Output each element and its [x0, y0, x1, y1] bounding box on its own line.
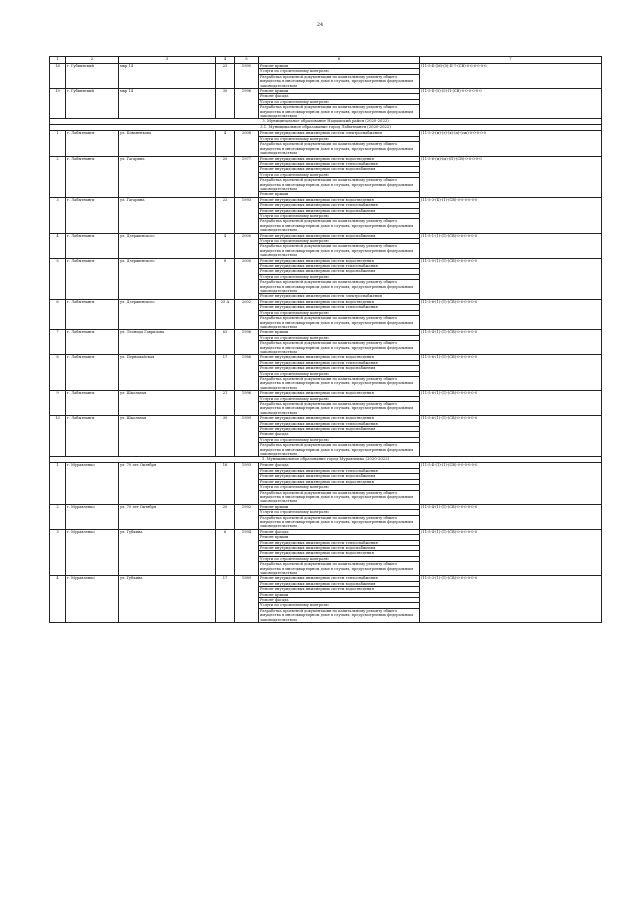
work-item: Услуги по строительному контролю: [259, 557, 419, 562]
row-number: 4: [50, 233, 66, 258]
house-number-cell: 30: [216, 416, 235, 457]
work-item: Разработка проектной документации по капитальному ремонту общего имущества в многоквартирном доме в случаях, предусмотренных федеральным законодательством: [260, 244, 414, 258]
header-cell-5: 5: [235, 57, 259, 64]
work-item: Ремонт внутридомовых инженерных систем теплоснабжения: [259, 422, 419, 427]
work-item: Ремонт внутридомовых инженерных систем водоотведения: [259, 198, 419, 203]
build-year-cell: 1999: [235, 416, 259, 457]
table-row: [50, 416, 602, 457]
work-item: Услуги по строительному контролю: [259, 239, 419, 244]
house-number-cell: 4: [216, 131, 235, 156]
table-row: [50, 233, 602, 258]
work-item: Услуги по строительному контролю: [259, 100, 419, 105]
work-item: Разработка проектной документации по капитальному ремонту общего имущества в многоквартирном доме в случаях, предусмотренных федеральным законодательством: [260, 316, 414, 329]
section-title: 3. Муниципальное образование город Муравленко (2020-2022): [50, 457, 602, 463]
city-cell: г. Губкинский: [66, 89, 119, 119]
row-number: 5: [50, 258, 66, 299]
work-item: Ремонт внутридомовых инженерных систем водоснабжения: [259, 234, 419, 239]
works-cell: [259, 233, 420, 258]
work-item: Ремонт фасада: [259, 463, 419, 468]
row-number: 6: [50, 299, 66, 329]
street-cell: ул. Дзержинского: [119, 258, 216, 299]
table-row: [50, 330, 602, 355]
work-item: Ремонт внутридомовых инженерных систем водоснабжения: [259, 582, 419, 587]
build-year-cell: 1989: [235, 576, 259, 623]
street-cell: ул. Первомайская: [119, 355, 216, 391]
row-number: 2: [50, 504, 66, 529]
work-item: Ремонт внутридомовых инженерных систем водоснабжения: [259, 209, 419, 214]
header-cell-2: 2: [66, 57, 119, 64]
work-item: Услуги по строительному контролю: [259, 397, 419, 402]
header-cell-1: 1: [50, 57, 66, 64]
work-item: Ремонт фасада: [259, 530, 419, 535]
street-cell: ул. Школьная: [119, 391, 216, 416]
house-number-cell: 6: [216, 529, 235, 576]
house-number-cell: 20: [216, 504, 235, 529]
works-cell: [259, 156, 420, 197]
work-item: Услуги по строительному контролю: [259, 372, 419, 377]
object-code-cell: (11-5-6-(м)-(м)-(П)-(СВ)-0-0-0-0-0: [420, 156, 602, 197]
work-item: Ремонт внутридомовых инженерных систем водоотведения: [259, 587, 419, 592]
work-item: Ремонт внутридомовых инженерных систем теплоснабжения: [259, 541, 419, 546]
work-item: Услуги по строительному контролю: [259, 275, 419, 280]
work-item: Ремонт внутридомовых инженерных систем теплоснабжения: [259, 264, 419, 269]
work-item: Разработка проектной документации по капитальному ремонту общего имущества в многоквартирном доме в случаях, предусмотренных федеральным законодательством: [260, 341, 414, 354]
build-year-cell: 1996: [235, 391, 259, 416]
works-cell: [259, 529, 420, 576]
work-item: Разработка проектной документации по капитальному ремонту общего имущества в многоквартирном доме в случаях, предусмотренных федеральным законодательством: [260, 74, 414, 88]
table-row: [50, 197, 602, 233]
table-row: [50, 504, 602, 529]
city-cell: г. Лабытнанги: [66, 197, 119, 233]
object-code-cell: (11-5-Б-(5)-(5)-П-(СВ)-0-0-0-0-0-0: [420, 89, 602, 119]
work-item: Ремонт крыши: [259, 64, 419, 69]
street-cell: ул. Дзержинского: [119, 233, 216, 258]
table-row: [50, 463, 602, 504]
city-cell: г. Муравленко: [66, 463, 119, 504]
works-cell: [259, 330, 420, 355]
header-cell-4: 4: [216, 57, 235, 64]
work-item: Разработка проектной документации по капитальному ремонту общего имущества в многоквартирном доме в случаях, предусмотренных федеральным законодательством: [259, 280, 419, 294]
work-item: Ремонт крыши: [259, 535, 419, 540]
work-item: Услуги по строительному контролю: [259, 311, 419, 316]
work-item: Ремонт внутридомовых инженерных систем водоотведения: [259, 259, 419, 264]
table-row: [50, 529, 602, 576]
row-number: 8: [50, 355, 66, 391]
work-item: Ремонт внутридомовых инженерных систем теплоснабжения: [259, 305, 419, 310]
table-row: [50, 299, 602, 329]
build-year-cell: 2000: [235, 233, 259, 258]
house-number-cell: 63: [216, 330, 235, 355]
build-year-cell: 1996: [235, 89, 259, 119]
work-item: Разработка проектной документации по капитальному ремонту общего имущества в многоквартирном доме в случаях, предусмотренных федеральным законодательством: [260, 142, 414, 156]
city-cell: г. Губкинский: [66, 64, 119, 89]
work-item: Ремонт внутридомовых инженерных систем водоотведения: [259, 157, 419, 162]
city-cell: г. Лабытнанги: [66, 131, 119, 156]
work-item: Услуги по строительному контролю: [259, 336, 419, 341]
build-year-cell: 1977: [235, 156, 259, 197]
row-number: 2: [50, 156, 66, 197]
object-code-cell: (11-2-6-(1)-(1)-(СВ)-0-0-0-0-0-0: [420, 299, 602, 329]
house-number-cell: 16: [216, 463, 235, 504]
table-row: [50, 156, 602, 197]
table-row: [50, 131, 602, 156]
works-cell: [259, 463, 420, 504]
house-number-cell: 20: [216, 156, 235, 197]
page-number: 24: [316, 22, 324, 28]
object-code-cell: (11-2-0-(1)-(1)-(СВ)-0-0-0-0-0-0: [420, 258, 602, 299]
house-number-cell: 4: [216, 233, 235, 258]
work-item: Ремонт внутридомовых инженерных систем водоснабжения: [259, 474, 419, 479]
row-number: 10: [50, 416, 66, 457]
row-number: 1: [50, 463, 66, 504]
work-item: Услуги по строительному контролю: [259, 214, 419, 219]
build-year-cell: 1992: [235, 504, 259, 529]
object-code-cell: (11-5-6-(1)-(1)-(СВ)-0-0-0-0-0-0: [420, 416, 602, 457]
house-number-cell: 25 А: [216, 299, 235, 329]
row-number: 19: [50, 89, 66, 119]
city-cell: г. Лабытнанги: [66, 330, 119, 355]
work-item: Разработка проектной документации по капитальному ремонту общего имущества в многоквартирном доме в случаях, предусмотренных федеральным законодательством: [260, 105, 414, 119]
work-item: Ремонт внутридомовых инженерных систем водоотведения: [259, 480, 419, 485]
works-cell: [259, 391, 420, 416]
work-item: Ремонт внутридомовых инженерных систем водоснабжения: [259, 366, 419, 371]
header-cell-7: 7: [420, 57, 602, 64]
works-cell: [259, 504, 420, 529]
work-item: Ремонт внутридомовых инженерных систем водоотведения: [259, 355, 419, 360]
house-number-cell: 23: [216, 64, 235, 89]
row-number: 18: [50, 64, 66, 89]
work-item: Разработка проектной документации по капитальному ремонту общего имущества в многоквартирном доме в случаях, предусмотренных федеральным законодательством: [260, 443, 414, 457]
table-header-row: [50, 57, 602, 64]
build-year-cell: 2000: [235, 258, 259, 299]
city-cell: г. Муравленко: [66, 529, 119, 576]
work-item: Ремонт внутридомовых инженерных систем электроснабжения: [259, 131, 419, 136]
work-item: Разработка проектной документации по капитальному ремонту общего имущества в многоквартирном доме в случаях, предусмотренных федеральным законодательством: [260, 219, 414, 233]
table-row: [50, 391, 602, 416]
street-cell: ул. Дзержинского: [119, 299, 216, 329]
street-cell: ул. 70 лет Октября: [119, 463, 216, 504]
city-cell: г. Лабытнанги: [66, 299, 119, 329]
works-cell: [259, 131, 420, 156]
street-cell: ул. Губкина: [119, 529, 216, 576]
work-item: Услуги по строительному контролю: [259, 603, 419, 608]
work-item: Ремонт внутридомовых инженерных систем теплоснабжения: [259, 203, 419, 208]
city-cell: г. Лабытнанги: [66, 391, 119, 416]
work-item: Ремонт внутридомовых инженерных систем водоотведения: [259, 416, 419, 421]
works-cell: [259, 355, 420, 391]
work-item: Ремонт внутридомовых инженерных систем теплоснабжения: [259, 576, 419, 581]
work-item: Ремонт фасада: [259, 94, 419, 99]
object-code-cell: (11-5-6-(1)-(1)-(СВ)-0-0-0-0-0-0: [420, 391, 602, 416]
object-code-cell: (11-5-4-(1)-(1)-(СВ)-0-0-0-0-0-0: [420, 330, 602, 355]
works-cell: [259, 89, 420, 119]
street-cell: ул. Губкина: [119, 576, 216, 623]
works-cell: [259, 576, 420, 623]
work-item: Разработка проектной документации по капитальному ремонту общего имущества в многоквартирном доме в случаях, предусмотренных федеральным законодательством: [260, 402, 414, 415]
work-item: Ремонт внутридомовых инженерных систем водоотведения: [259, 391, 419, 396]
work-item: Услуги по строительному контролю: [259, 438, 419, 443]
row-number: 3: [50, 529, 66, 576]
header-cell-6: 6: [259, 57, 420, 64]
work-item: Ремонт внутридомовых инженерных систем водоотведения: [259, 551, 419, 556]
object-code-cell: (11-5-1-(1)-(1)-(СВ)-0-0-0-0-0-0: [420, 233, 602, 258]
work-item: Ремонт внутридомовых инженерных систем водоотведения: [259, 300, 419, 305]
object-code-cell: (11-5-6-(1)-(1)-(СВ)-0-0-0-0-0-0: [420, 355, 602, 391]
work-item: Разработка проектной документации по капитальному ремонту общего имущества в многоквартирном доме в случаях, предусмотренных федеральным законодательством: [260, 490, 414, 504]
house-number-cell: 30: [216, 89, 235, 119]
table-row: [50, 258, 602, 299]
row-number: 7: [50, 330, 66, 355]
work-item: Услуги по строительному контролю: [259, 173, 419, 178]
work-item: Ремонт внутридомовых инженерных систем электроснабжения: [260, 294, 382, 299]
build-year-cell: 2008: [235, 131, 259, 156]
work-item: Ремонт крыши: [259, 89, 419, 94]
work-item: Ремонт внутридомовых инженерных систем теплоснабжения: [259, 361, 419, 366]
works-cell: [259, 258, 420, 299]
city-cell: г. Муравленко: [66, 504, 119, 529]
object-code-cell: (11-5-4-(1)-(1)-(СВ)-0-0-0-0-0-0: [420, 504, 602, 529]
work-item: Разработка проектной документации по капитальному ремонту общего имущества в многоквартирном доме в случаях, предусмотренных федеральным законодательством: [260, 562, 414, 575]
build-year-cell: 1986: [235, 355, 259, 391]
work-item: Услуги по строительному контролю: [259, 485, 419, 490]
street-cell: ул. Леонида Гаврилова: [119, 330, 216, 355]
work-item: Ремонт крыши: [259, 330, 419, 335]
build-year-cell: 2002: [235, 299, 259, 329]
work-item: Услуги по строительному контролю: [259, 137, 419, 142]
header-cell-3: 3: [119, 57, 216, 64]
row-number: 3: [50, 197, 66, 233]
work-item: Ремонт фасада: [259, 598, 419, 603]
work-item: Ремонт крыши: [260, 192, 289, 197]
work-item: Ремонт внутридомовых инженерных систем водоснабжения: [259, 546, 419, 551]
section-title: 3.1. Муниципальное образование город Лабытнанги (2020-2022): [50, 125, 602, 131]
row-number: 4: [50, 576, 66, 623]
street-cell: мкр 14: [119, 89, 216, 119]
table-row: [50, 576, 602, 623]
table-row: [50, 89, 602, 119]
house-number-cell: 17: [216, 576, 235, 623]
object-code-cell: (11-5-3-(м)-(э)-(х)-(п)-(сж)-0-0-0-0-0: [420, 131, 602, 156]
work-item: Ремонт внутридомовых инженерных систем водоснабжения: [259, 269, 419, 274]
works-cell: [259, 416, 420, 457]
work-item: Ремонт фасада: [259, 432, 419, 437]
house-number-cell: 21: [216, 391, 235, 416]
object-code-cell: (11-5-3-(1)-(1)-(СВ)-0-0-0-0-0-0: [420, 576, 602, 623]
build-year-cell: 1995: [235, 64, 259, 89]
build-year-cell: 1993: [235, 197, 259, 233]
work-item: Разработка проектной документации по капитальному ремонту общего имущества в многоквартирном доме в случаях, предусмотренных федеральным законодательством: [260, 376, 414, 390]
street-cell: ул. 70 лет Октября: [119, 504, 216, 529]
object-code-cell: (11-5-Б-(М)-(5)-П-7-(СВ)-0-0-0-0-0-0: [420, 64, 602, 89]
work-item: Разработка проектной документации по капитальному ремонту общего имущества в многоквартирном доме в случаях, предусмотренных федеральным законодательством: [259, 178, 419, 192]
street-cell: ул. Гагарина: [119, 197, 216, 233]
city-cell: г. Лабытнанги: [66, 156, 119, 197]
work-item: Разработка проектной документации по капитальному ремонту общего имущества в многоквартирном доме в случаях, предусмотренных федеральным законодательством: [260, 515, 414, 529]
capital-repair-table: [49, 56, 602, 623]
work-item: Ремонт внутридомовых инженерных систем водоснабжения: [259, 427, 419, 432]
works-cell: [259, 299, 420, 329]
house-number-cell: 8: [216, 258, 235, 299]
city-cell: г. Муравленко: [66, 576, 119, 623]
build-year-cell: 1996: [235, 330, 259, 355]
work-item: Ремонт крыши: [259, 593, 419, 598]
table-row: [50, 355, 602, 391]
street-cell: мкр 14: [119, 64, 216, 89]
build-year-cell: 1994: [235, 529, 259, 576]
work-item: Ремонт крыши: [259, 505, 419, 510]
work-item: Ремонт внутридомовых инженерных систем теплоснабжения: [259, 162, 419, 167]
work-item: Ремонт внутридомовых инженерных систем водоснабжения: [259, 167, 419, 172]
house-number-cell: 22: [216, 197, 235, 233]
object-code-cell: (11-5-4-(1)-(1)-(СВ)-0-0-0-0-0-0: [420, 529, 602, 576]
city-cell: г. Лабытнанги: [66, 233, 119, 258]
work-item: Услуги по строительному контролю: [259, 510, 419, 515]
street-cell: ул. Бованенкова: [119, 131, 216, 156]
row-number: 1: [50, 131, 66, 156]
work-item: Разработка проектной документации по капитальному ремонту общего имущества в многоквартирном доме в случаях, предусмотренных федеральным законодательством: [260, 608, 414, 622]
city-cell: г. Лабытнанги: [66, 355, 119, 391]
work-item: Ремонт внутридомовых инженерных систем теплоснабжения: [259, 469, 419, 474]
section-title: 3. Муниципальное образование Надымский район (2020-2022): [50, 119, 602, 125]
works-cell: [259, 64, 420, 89]
build-year-cell: 1993: [235, 463, 259, 504]
table-row: [50, 64, 602, 89]
city-cell: г. Лабытнанги: [66, 416, 119, 457]
object-code-cell: (11-5-Б-(1)-(1)-(СВ)-0-0-0-0-0-0: [420, 463, 602, 504]
city-cell: г. Лабытнанги: [66, 258, 119, 299]
work-item: Услуги по строительному контролю: [259, 69, 419, 74]
object-code-cell: (11-5-3-(Б)-(1)-(СВ)-0-0-0-0-0-0: [420, 197, 602, 233]
works-cell: [259, 197, 420, 233]
house-number-cell: 17: [216, 355, 235, 391]
street-cell: ул. Школьная: [119, 416, 216, 457]
row-number: 9: [50, 391, 66, 416]
street-cell: ул. Гагарина: [119, 156, 216, 197]
